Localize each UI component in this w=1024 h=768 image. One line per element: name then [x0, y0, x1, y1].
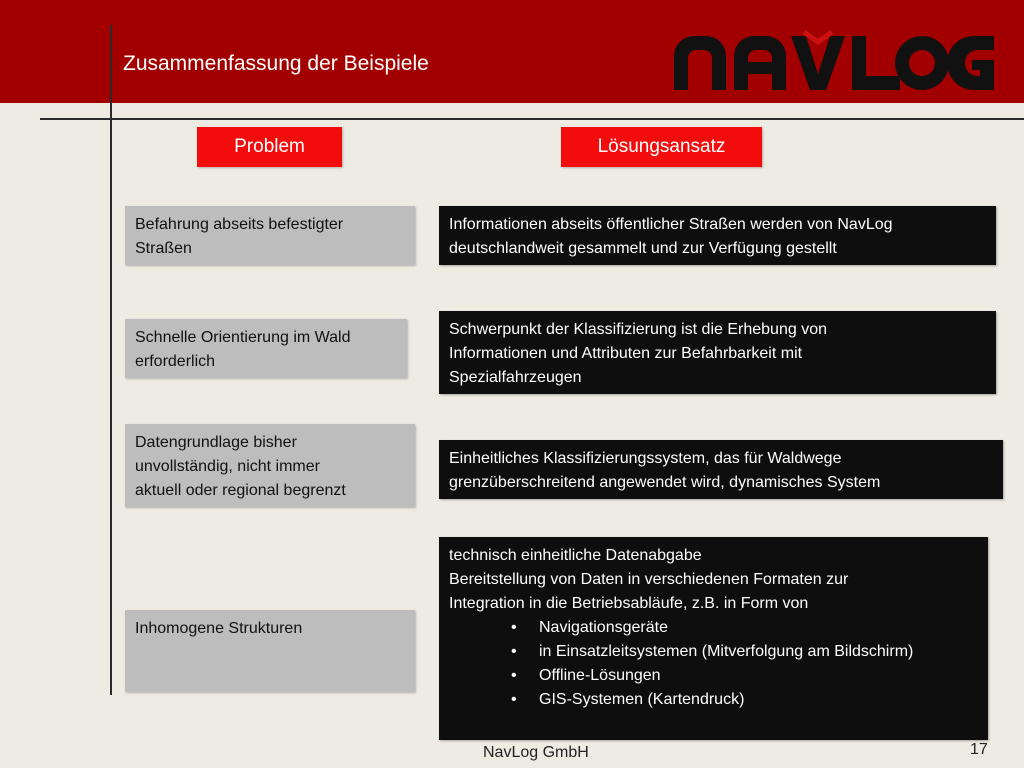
solution-4-line-3: Integration in die Betriebsabläufe, z.B. in Form von: [449, 595, 809, 612]
horizontal-rule: [40, 118, 1024, 120]
solution-2-line-2: Informationen und Attributen zur Befahrbarkeit mit: [449, 345, 803, 362]
problem-3-line-1: Datengrundlage bisher: [135, 434, 297, 451]
problem-1-line-1: Befahrung abseits befestigter: [135, 216, 344, 233]
bullet-item: • GIS-Systemen (Kartendruck): [449, 688, 978, 712]
solution-box-4: [439, 537, 988, 740]
solution-4-bullet-list: [449, 616, 978, 712]
bullet-item: • Offline-Lösungen: [449, 664, 978, 688]
solution-4-line-2: Bereitstellung von Daten in verschiedenen Formaten zur: [449, 571, 849, 588]
navlog-logo: [668, 30, 998, 96]
solution-3-line-1: Einheitliches Klassifizierungssystem, das für Waldwege: [449, 450, 842, 467]
solution-1-line-2: deutschlandweit gesammelt und zur Verfügung gestellt: [449, 240, 837, 257]
problem-3-line-2: unvollständig, nicht immer: [135, 458, 320, 475]
problem-box-4: [125, 610, 415, 692]
solution-2-line-3: Spezialfahrzeugen: [449, 369, 582, 386]
vertical-rule: [110, 25, 112, 695]
slide-title: Zusammenfassung der Beispiele: [123, 52, 429, 75]
solution-2-line-1: Schwerpunkt der Klassifizierung ist die Erhebung von: [449, 321, 827, 338]
problem-box-2: [125, 319, 407, 378]
problem-column-header: Problem: [197, 127, 342, 167]
page-number: 17: [970, 741, 988, 758]
problem-1-line-2: Straßen: [135, 240, 192, 257]
problem-2-line-1: Schnelle Orientierung im Wald: [135, 329, 351, 346]
solution-box-1: [439, 206, 996, 265]
footer-company: NavLog GmbH: [483, 744, 589, 761]
solution-3-line-2: grenzüberschreitend angewendet wird, dynamisches System: [449, 474, 881, 491]
solution-4-line-1: technisch einheitliche Datenabgabe: [449, 547, 702, 564]
problem-4-line-1: Inhomogene Strukturen: [135, 620, 303, 637]
problem-3-line-3: aktuell oder regional begrenzt: [135, 482, 346, 499]
bullet-item: • Navigationsgeräte: [449, 616, 978, 640]
bullet-item: • in Einsatzleitsystemen (Mitverfolgung am Bildschirm): [449, 640, 978, 664]
solution-box-3: [439, 440, 1003, 499]
problem-box-3: [125, 424, 415, 507]
problem-box-1: [125, 206, 415, 265]
solution-column-header: Lösungsansatz: [561, 127, 762, 167]
solution-1-line-1: Informationen abseits öffentlicher Straßen werden von NavLog: [449, 216, 893, 233]
solution-box-2: [439, 311, 996, 394]
problem-2-line-2: erforderlich: [135, 353, 216, 370]
